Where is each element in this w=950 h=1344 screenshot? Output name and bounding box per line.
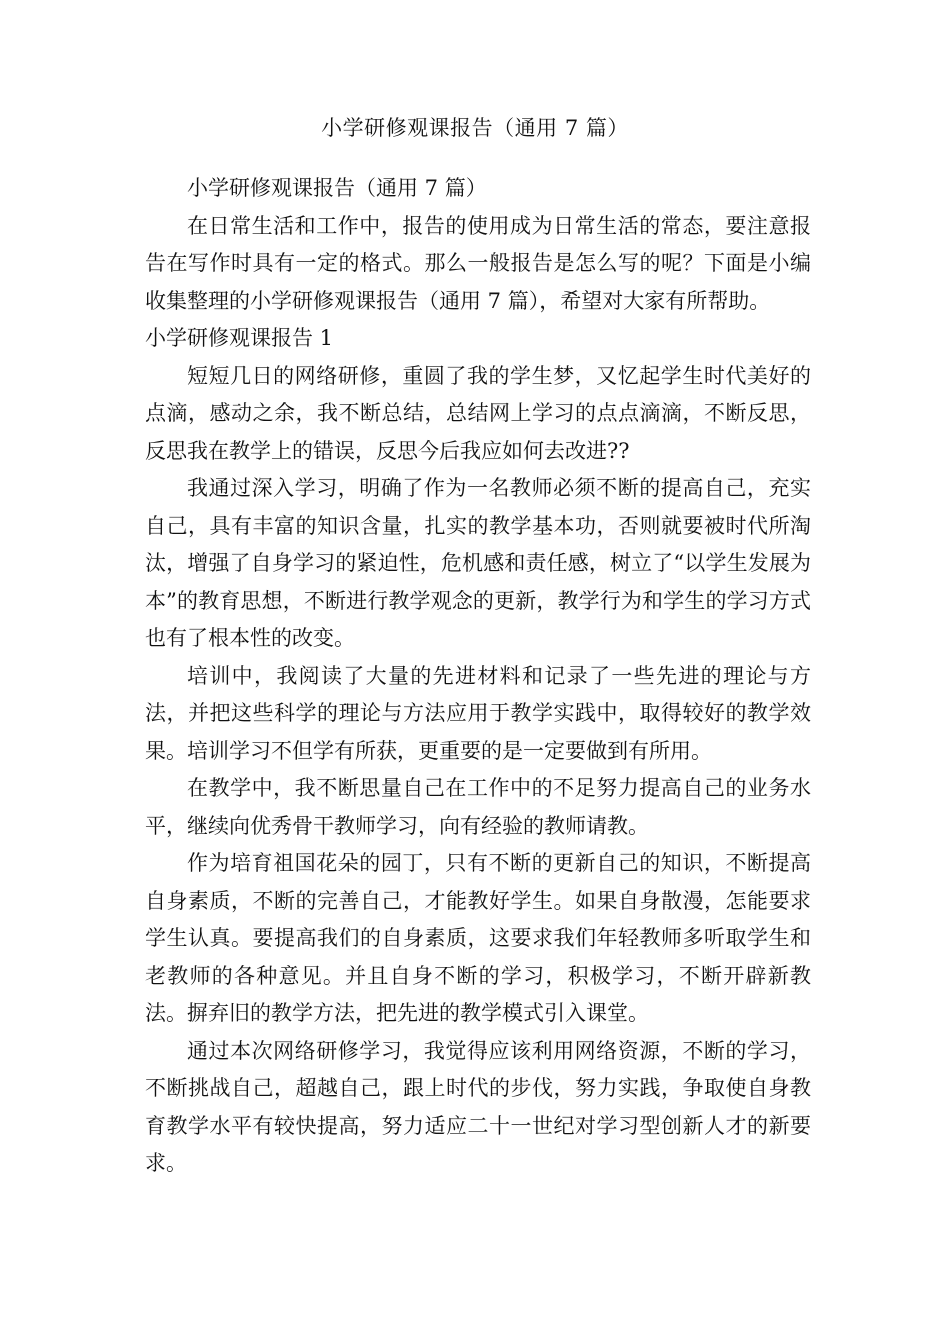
section-heading-report-1: 小学研修观课报告 1 — [145, 326, 334, 350]
document-title: 小学研修观课报告（通用 7 篇） — [321, 116, 629, 140]
paragraph-body: 培训中，我阅读了大量的先进材料和记录了一些先进的理论与方法，并把这些科学的理论与方法应用于教学实践中，取得较好的教学效果。培训学习不但学有所获，更重要的是一定要做到有所用。 — [145, 663, 811, 763]
paragraph-intro: 在日常生活和工作中，报告的使用成为日常生活的常态，要注意报告在写作时具有一定的格式。那么一般报告是怎么写的呢？下面是小编收集整理的小学研修观课报告（通用 7 篇），希望对大家有所帮助。 — [145, 213, 811, 313]
paragraph-body: 短短几日的网络研修，重圆了我的学生梦，又忆起学生时代美好的点滴，感动之余，我不断总结，总结网上学习的点点滴滴，不断反思，反思我在教学上的错误，反思今后我应如何去改进?? — [145, 363, 811, 463]
paragraph-body: 通过本次网络研修学习，我觉得应该利用网络资源，不断的学习，不断挑战自己，超越自己，跟上时代的步伐，努力实践，争取使自身教育教学水平有较快提高，努力适应二十一世纪对学习型创新人才的新要求。 — [145, 1038, 811, 1175]
paragraph-body: 在教学中，我不断思量自己在工作中的不足努力提高自己的业务水平，继续向优秀骨干教师学习，向有经验的教师请教。 — [145, 776, 811, 838]
paragraph-body: 作为培育祖国花朵的园丁，只有不断的更新自己的知识，不断提高自身素质，不断的完善自己，才能教好学生。如果自身散漫，怎能要求学生认真。要提高我们的自身素质，这要求我们年轻教师多听取学生和老教师的各种意见。并且自身不断的学习，积极学习，不断开辟新教法。摒弃旧的教学方法，把先进的教学模式引入课堂。 — [145, 851, 811, 1025]
paragraph-body: 我通过深入学习，明确了作为一名教师必须不断的提高自己，充实自己，具有丰富的知识含量，扎实的教学基本功，否则就要被时代所淘汰，增强了自身学习的紧迫性，危机感和责任感，树立了“以学生发展为本”的教育思想，不断进行教学观念的更新，教学行为和学生的学习方式也有了根本性的改变。 — [145, 476, 811, 650]
document-body — [145, 170, 811, 1183]
paragraph-repeat-title: 小学研修观课报告（通用 7 篇） — [187, 176, 487, 200]
